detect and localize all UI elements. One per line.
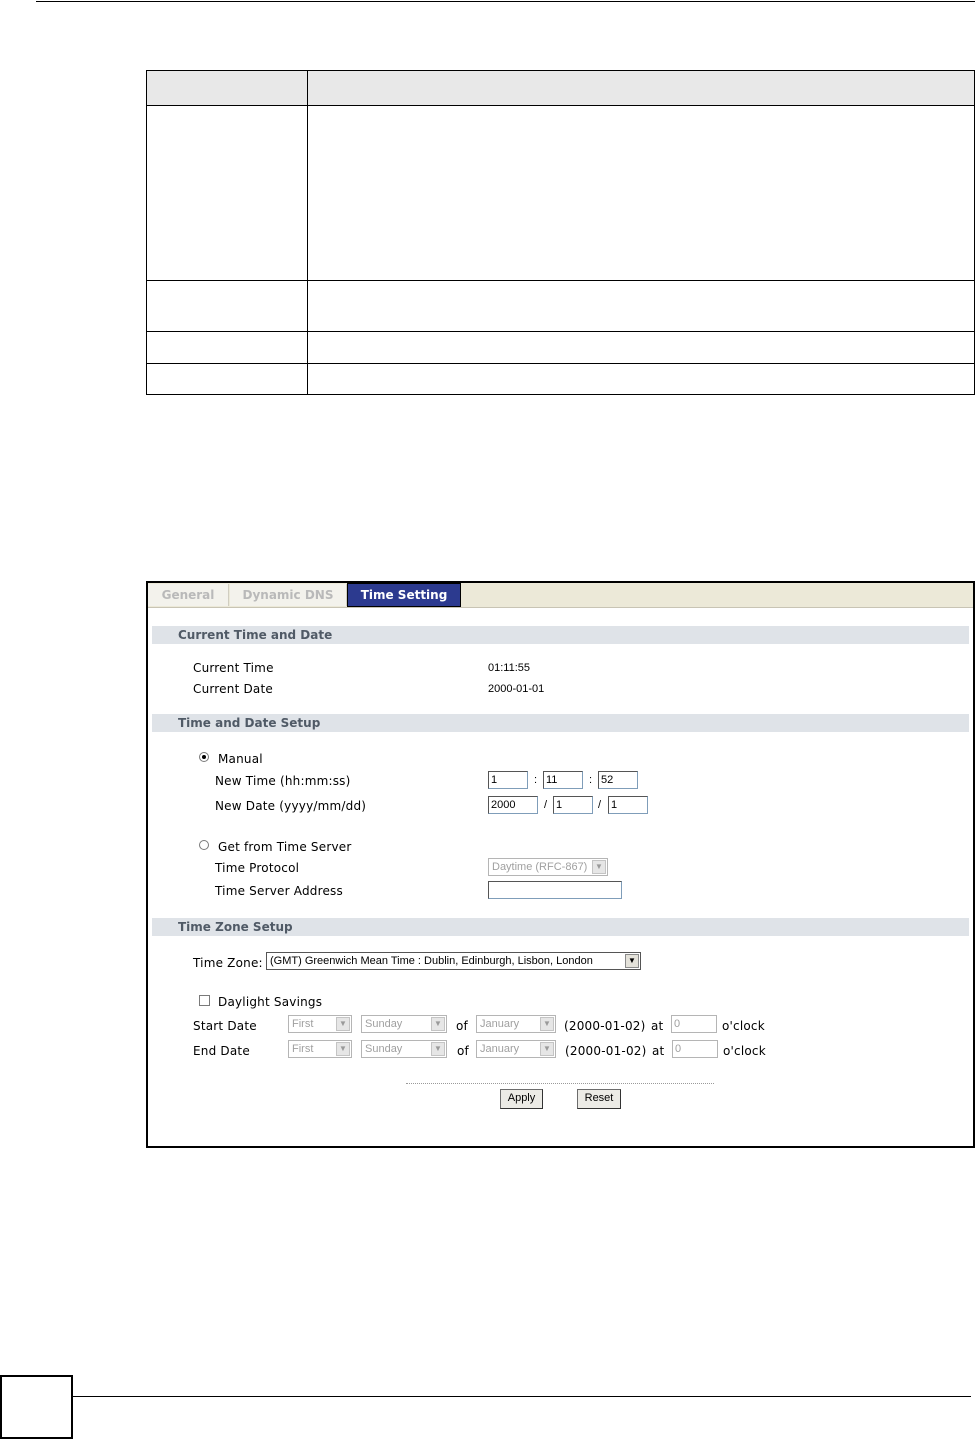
divider (406, 1083, 714, 1084)
time-protocol-value: Daytime (RFC-867) (492, 861, 588, 873)
end-example-date: (2000-01-02) (565, 1044, 647, 1058)
chevron-down-icon: ▼ (540, 1017, 554, 1031)
tab-general[interactable]: General (148, 584, 229, 606)
end-week-select[interactable] (288, 1040, 352, 1058)
new-date-label: New Date (yyyy/mm/dd) (215, 799, 367, 813)
time-protocol-label: Time Protocol (215, 861, 300, 875)
start-month-value: January (480, 1018, 520, 1030)
time-separator: : (589, 774, 593, 786)
time-protocol-select[interactable] (488, 858, 608, 876)
time-server-label: Get from Time Server (218, 840, 352, 854)
table-row (147, 281, 975, 332)
of-label: of (457, 1044, 469, 1058)
current-date-label: Current Date (193, 682, 273, 696)
end-date-label: End Date (193, 1044, 250, 1058)
footer-rule (72, 1396, 971, 1397)
at-label: at (652, 1044, 665, 1058)
manual-radio[interactable] (199, 752, 209, 762)
manual-label: Manual (218, 752, 263, 766)
reset-button[interactable]: Reset (577, 1089, 621, 1109)
minute-input[interactable]: 11 (543, 771, 583, 789)
end-month-value: January (480, 1043, 520, 1055)
of-label: of (456, 1019, 468, 1033)
time-server-address-label: Time Server Address (215, 884, 343, 898)
end-week-value: First (292, 1043, 314, 1055)
reference-table (146, 70, 975, 395)
apply-button[interactable]: Apply (500, 1089, 543, 1109)
chevron-down-icon: ▼ (431, 1017, 445, 1031)
chevron-down-icon: ▼ (592, 860, 606, 874)
tab-time-setting[interactable]: Time Setting (347, 583, 461, 607)
time-setting-screen (146, 581, 975, 1148)
oclock-label: o'clock (723, 1044, 766, 1058)
start-month-select[interactable] (476, 1015, 556, 1033)
start-date-label: Start Date (193, 1019, 257, 1033)
current-date-value: 2000-01-01 (488, 683, 545, 695)
daylight-savings-checkbox[interactable] (199, 995, 210, 1006)
new-time-label: New Time (hh:mm:ss) (215, 774, 351, 788)
date-separator: / (544, 799, 548, 811)
time-server-radio[interactable] (199, 840, 209, 850)
end-weekday-value: Sunday (365, 1043, 403, 1055)
current-time-value: 01:11:55 (488, 662, 531, 674)
start-weekday-value: Sunday (365, 1018, 403, 1030)
chevron-down-icon: ▼ (540, 1042, 554, 1056)
current-time-section-header: Current Time and Date (152, 626, 969, 644)
table-header-cell (147, 71, 308, 106)
date-separator: / (598, 799, 602, 811)
tab-dynamic-dns[interactable]: Dynamic DNS (230, 584, 347, 606)
end-month-select[interactable] (476, 1040, 556, 1058)
end-hour-input[interactable]: 0 (672, 1040, 718, 1058)
tab-bar (148, 583, 973, 608)
time-zone-select[interactable] (266, 952, 641, 970)
current-time-label: Current Time (193, 661, 274, 675)
day-input[interactable]: 1 (608, 796, 648, 814)
chevron-down-icon: ▼ (625, 954, 639, 968)
hour-input[interactable]: 1 (488, 771, 528, 789)
daylight-savings-label: Daylight Savings (218, 995, 323, 1009)
chevron-down-icon: ▼ (431, 1042, 445, 1056)
start-week-value: First (292, 1018, 314, 1030)
table-row (147, 106, 975, 281)
table-row (147, 332, 975, 364)
start-example-date: (2000-01-02) (564, 1019, 646, 1033)
end-weekday-select[interactable] (361, 1040, 447, 1058)
time-zone-section-header: Time Zone Setup (152, 918, 969, 936)
time-zone-label: Time Zone: (193, 956, 263, 970)
month-input[interactable]: 1 (553, 796, 593, 814)
page-number-box (0, 1375, 73, 1439)
header-rule (36, 1, 975, 2)
start-hour-input[interactable]: 0 (671, 1015, 717, 1033)
time-date-setup-section-header: Time and Date Setup (152, 714, 969, 732)
table-header-cell (308, 71, 975, 106)
time-separator: : (534, 774, 538, 786)
second-input[interactable]: 52 (598, 771, 638, 789)
start-weekday-select[interactable] (361, 1015, 447, 1033)
time-zone-value: (GMT) Greenwich Mean Time : Dublin, Edinburgh, Lisbon, London (270, 955, 593, 967)
at-label: at (651, 1019, 664, 1033)
start-week-select[interactable] (288, 1015, 352, 1033)
time-server-address-input[interactable] (488, 881, 622, 899)
oclock-label: o'clock (722, 1019, 765, 1033)
chevron-down-icon: ▼ (336, 1017, 350, 1031)
chevron-down-icon: ▼ (336, 1042, 350, 1056)
table-row (147, 364, 975, 395)
year-input[interactable]: 2000 (488, 796, 538, 814)
